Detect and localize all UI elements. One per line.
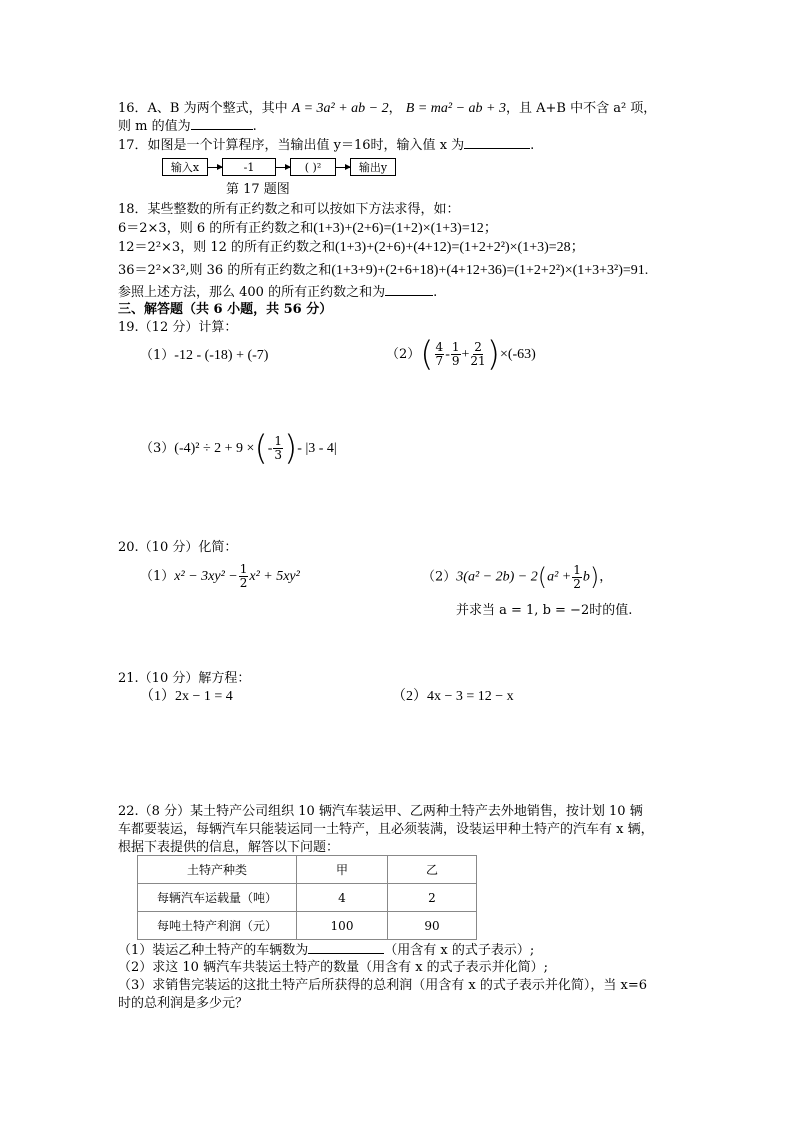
flow-arrow <box>336 167 350 168</box>
q19-part1 <box>140 347 268 365</box>
q22-sub3-line2: 时的总利润是多少元？ <box>118 996 249 1011</box>
q19-heading: 19.（12 分）计算： <box>118 320 238 335</box>
q22-answer-blank[interactable] <box>308 941 384 954</box>
q18-ex1-text: 6＝2×3，则 6 的所有正约数之和 <box>118 221 314 236</box>
q20-p2-label: （2） <box>422 569 457 585</box>
q19-part3: （3）(-4)² ÷ 2 + 9 ×(- $\frac{1}{3}$ )- |3 - 4| <box>140 428 337 469</box>
q19-p2-label: （2） <box>386 347 421 362</box>
q16-text: 16．A、B 为两个整式，其中 <box>118 101 288 116</box>
q18-ex3-text: 36＝2²×3²,则 36 的所有正约数之和 <box>118 263 332 278</box>
q18-example-2 <box>118 239 585 257</box>
q22-sub2: （2）求这 10 辆汽车共装运土特产的数量（用含有 x 的式子表示并化简）; <box>118 960 549 975</box>
table-cell: 4 <box>297 884 388 912</box>
q21-part2: （2）4x − 3 = 12 − x <box>392 689 514 704</box>
q22-line1: 22.（8 分）某土特产公司组织 10 辆汽车装运甲、乙两种土特产去外地销售，按计划 10 辆 <box>118 804 643 819</box>
table-cell: 每辆汽车运载量（吨） <box>138 884 297 912</box>
flow-arrow <box>208 167 222 168</box>
flow-arrow <box>276 167 290 168</box>
table-header-row <box>138 856 477 884</box>
q17-text: 17．如图是一个计算程序，当输出值 y＝16时，输入值 x 为 <box>118 138 465 153</box>
table-cell: 100 <box>297 912 388 940</box>
q18-answer-blank[interactable] <box>385 283 433 296</box>
section-heading: 三、解答题（共 6 小题，共 56 分） <box>118 302 333 317</box>
q18-ex1-math: (1+3)+(2+6)=(1+2)×(1+3)=12； <box>313 221 498 236</box>
q17-answer-blank[interactable] <box>464 136 530 149</box>
q22-s1-text: （1）装运乙种土特产的车辆数为 <box>118 943 309 958</box>
q18-example-3 <box>118 262 648 280</box>
q16-question: 则 m 的值为 <box>118 119 191 134</box>
q16-expr-a: A = 3a² + ab − 2 <box>291 101 389 116</box>
table-cell: 90 <box>388 912 477 940</box>
q19-part2: （2）( $\frac{4}{7}$ - $\frac{1}{9}$ + $\frac{2}{21}$ )×(-63) <box>386 334 536 375</box>
q19-p1-expr: -12 - (-18) + (-7) <box>174 348 269 363</box>
q17-line: 17．如图是一个计算程序，当输出值 y＝16时，输入值 x 为 . <box>118 138 535 153</box>
q18-ex2-text: 12＝2²×3，则 12 的所有正约数之和 <box>118 240 335 255</box>
table-header-cell: 甲 <box>297 856 388 884</box>
q18-ex3-math: (1+3+9)+(2+6+18)+(4+12+36)=(1+2+2²)×(1+3+3²)=91. <box>331 263 649 278</box>
q21-heading: 21.（10 分）解方程： <box>118 671 251 686</box>
table-row <box>138 884 477 912</box>
table-row <box>138 912 477 940</box>
q20-part1: （1）x² − 3xy² − $\frac{1}{2}$ x² + 5xy² <box>140 562 300 590</box>
q22-sub1 <box>118 941 534 960</box>
q21-part1: （1）2x − 1 = 4 <box>140 689 233 704</box>
q16-line2: 则 m 的值为 . <box>118 119 257 134</box>
q16-expr-b: B = ma² − ab + 3 <box>405 101 506 116</box>
q22-table <box>137 855 477 940</box>
q16-sep: ， <box>388 101 402 116</box>
q16-answer-blank[interactable] <box>191 117 253 130</box>
q17-caption: 第 17 题图 <box>226 182 290 197</box>
q19-p3-label: （3） <box>140 441 175 456</box>
table-cell: 每吨土特产利润（元） <box>138 912 297 940</box>
flow-input-box: 输入x <box>162 158 208 176</box>
flow-output-box: 输出y <box>350 158 396 176</box>
flow-square-box: ( )² <box>290 158 336 176</box>
q16-text-post: ，且 A+B 中不含 a² 项， <box>505 101 657 116</box>
q22-sub3-line1: （3）求销售完装运的这批土特产后所获得的总利润（用含有 x 的式子表示并化简），当 x=6 <box>118 978 647 993</box>
q22-line2: 车都要装运，每辆汽车只能装运同一土特产，且必须装满，设装运甲种土特产的汽车有 x 辆， <box>118 822 654 837</box>
q18-ex2-math: (1+3)+(2+6)+(4+12)=(1+2+2²)×(1+3)=28； <box>335 240 585 255</box>
q18-intro: 18．某些整数的所有正约数之和可以按如下方法求得，如： <box>118 202 460 217</box>
q18-question-line: 参照上述方法，那么 400 的所有正约数之和为 . <box>118 285 438 300</box>
table-header-cell: 土特产种类 <box>138 856 297 884</box>
q16-line1 <box>118 100 656 118</box>
q22-s1-post: （用含有 x 的式子表示）; <box>384 943 535 958</box>
q20-p1-label: （1） <box>140 569 175 584</box>
q18-example-1 <box>118 220 498 238</box>
q18-question: 参照上述方法，那么 400 的所有正约数之和为 <box>118 285 386 300</box>
q20-note: 并求当 a = 1, b = −2时的值. <box>456 603 633 618</box>
q20-heading: 20.（10 分）化简： <box>118 540 238 555</box>
q19-p1-label: （1） <box>140 348 175 363</box>
table-cell: 2 <box>388 884 477 912</box>
flow-minus-box: -1 <box>222 158 276 176</box>
q20-part2: （2）3(a² − 2b) − 2(a² + $\frac{1}{2}$ b)， <box>422 562 613 591</box>
table-header-cell: 乙 <box>388 856 477 884</box>
q22-line3: 根据下表提供的信息，解答以下问题： <box>118 840 340 855</box>
